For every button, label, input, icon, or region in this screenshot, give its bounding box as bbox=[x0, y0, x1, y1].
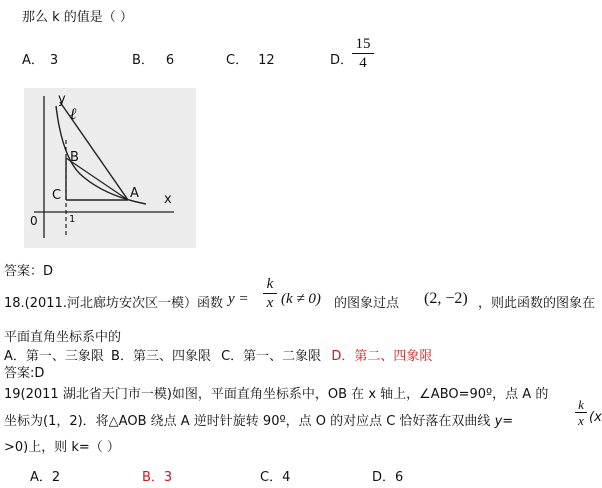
option-letter: C． bbox=[226, 53, 249, 68]
fraction-bar bbox=[263, 293, 277, 294]
fraction-numerator: k bbox=[266, 276, 274, 292]
question-stem: 那么 k 的值是（ ） bbox=[22, 10, 133, 25]
option-letter: A． bbox=[22, 53, 44, 68]
q19-option-b: B．3 bbox=[142, 470, 173, 485]
q19-line1: 19(2011 湖北省天门市一模)如图，平面直角坐标系中，OB 在 x 轴上，∠ABO=90º，点 A 的 bbox=[4, 387, 549, 402]
point-a-label: A bbox=[130, 186, 139, 201]
q18-option-a: A．第一、三象限 bbox=[4, 349, 104, 364]
q18-options bbox=[4, 345, 432, 364]
option-letter: D． bbox=[330, 53, 354, 68]
q19-option-d: D．6 bbox=[372, 470, 404, 485]
option-d bbox=[330, 49, 353, 68]
fraction-denominator: x bbox=[266, 295, 274, 311]
q19-line2-tail: (x bbox=[589, 410, 602, 425]
point-c-label: C bbox=[52, 188, 62, 203]
q18-fraction bbox=[263, 276, 277, 311]
q18-answer: 答案:D bbox=[4, 366, 45, 381]
q18-option-b: B．第三、四象限 bbox=[111, 349, 211, 364]
fraction-numerator: 15 bbox=[355, 36, 371, 52]
q19-y-equals: y= bbox=[494, 414, 514, 429]
point-b-label: B bbox=[70, 150, 79, 165]
line-l-label: ℓ bbox=[70, 106, 77, 123]
q19-fraction bbox=[575, 398, 587, 427]
q18-prefix: 18.(2011.河北廊坊安次区一模）函数 bbox=[4, 296, 223, 311]
q19-line3: >0)上，则 k=（ ） bbox=[4, 440, 120, 455]
option-c bbox=[226, 49, 275, 68]
option-text: 3 bbox=[49, 53, 59, 68]
answer-line: 答案：D bbox=[4, 264, 54, 279]
q18-option-c: C．第一、二象限 bbox=[221, 349, 322, 364]
option-text: 6 bbox=[165, 53, 175, 68]
function-graph-figure bbox=[24, 88, 196, 248]
fraction-bar bbox=[352, 53, 374, 54]
fraction-numerator: k bbox=[578, 397, 584, 412]
q18-suffix: ，则此函数的图象在 bbox=[478, 296, 596, 311]
tick-1-label: 1 bbox=[69, 214, 76, 225]
q18-mid: 的图象过点 bbox=[334, 296, 400, 311]
fraction-denominator: x bbox=[578, 413, 584, 428]
origin-label: 0 bbox=[30, 214, 38, 228]
q18-point: (2, −2) bbox=[424, 290, 468, 307]
option-text: 12 bbox=[258, 53, 275, 68]
q19-line2-text: 坐标为(1，2)．将△AOB 绕点 A 逆时针旋转 90º，点 O 的对应点 C 恰好落在双曲线 bbox=[4, 414, 495, 429]
option-d-fraction bbox=[352, 36, 374, 71]
q18-condition: (k ≠ 0) bbox=[281, 291, 321, 307]
q18-line2: 平面直角坐标系中的 bbox=[4, 330, 122, 345]
q19-line2 bbox=[4, 410, 513, 429]
option-b bbox=[132, 49, 174, 68]
fraction-denominator: 4 bbox=[359, 55, 367, 71]
x-axis-label: x bbox=[164, 192, 172, 207]
q19-option-a: A．2 bbox=[30, 470, 61, 485]
graph-svg bbox=[24, 88, 196, 248]
y-axis-label: y bbox=[58, 92, 66, 107]
q18-option-d: D．第二、四象限 bbox=[331, 349, 433, 364]
q19-option-c: C．4 bbox=[260, 470, 291, 485]
q18-func-lhs: y = bbox=[228, 291, 249, 307]
option-letter: B． bbox=[132, 53, 154, 68]
option-a bbox=[22, 49, 58, 68]
